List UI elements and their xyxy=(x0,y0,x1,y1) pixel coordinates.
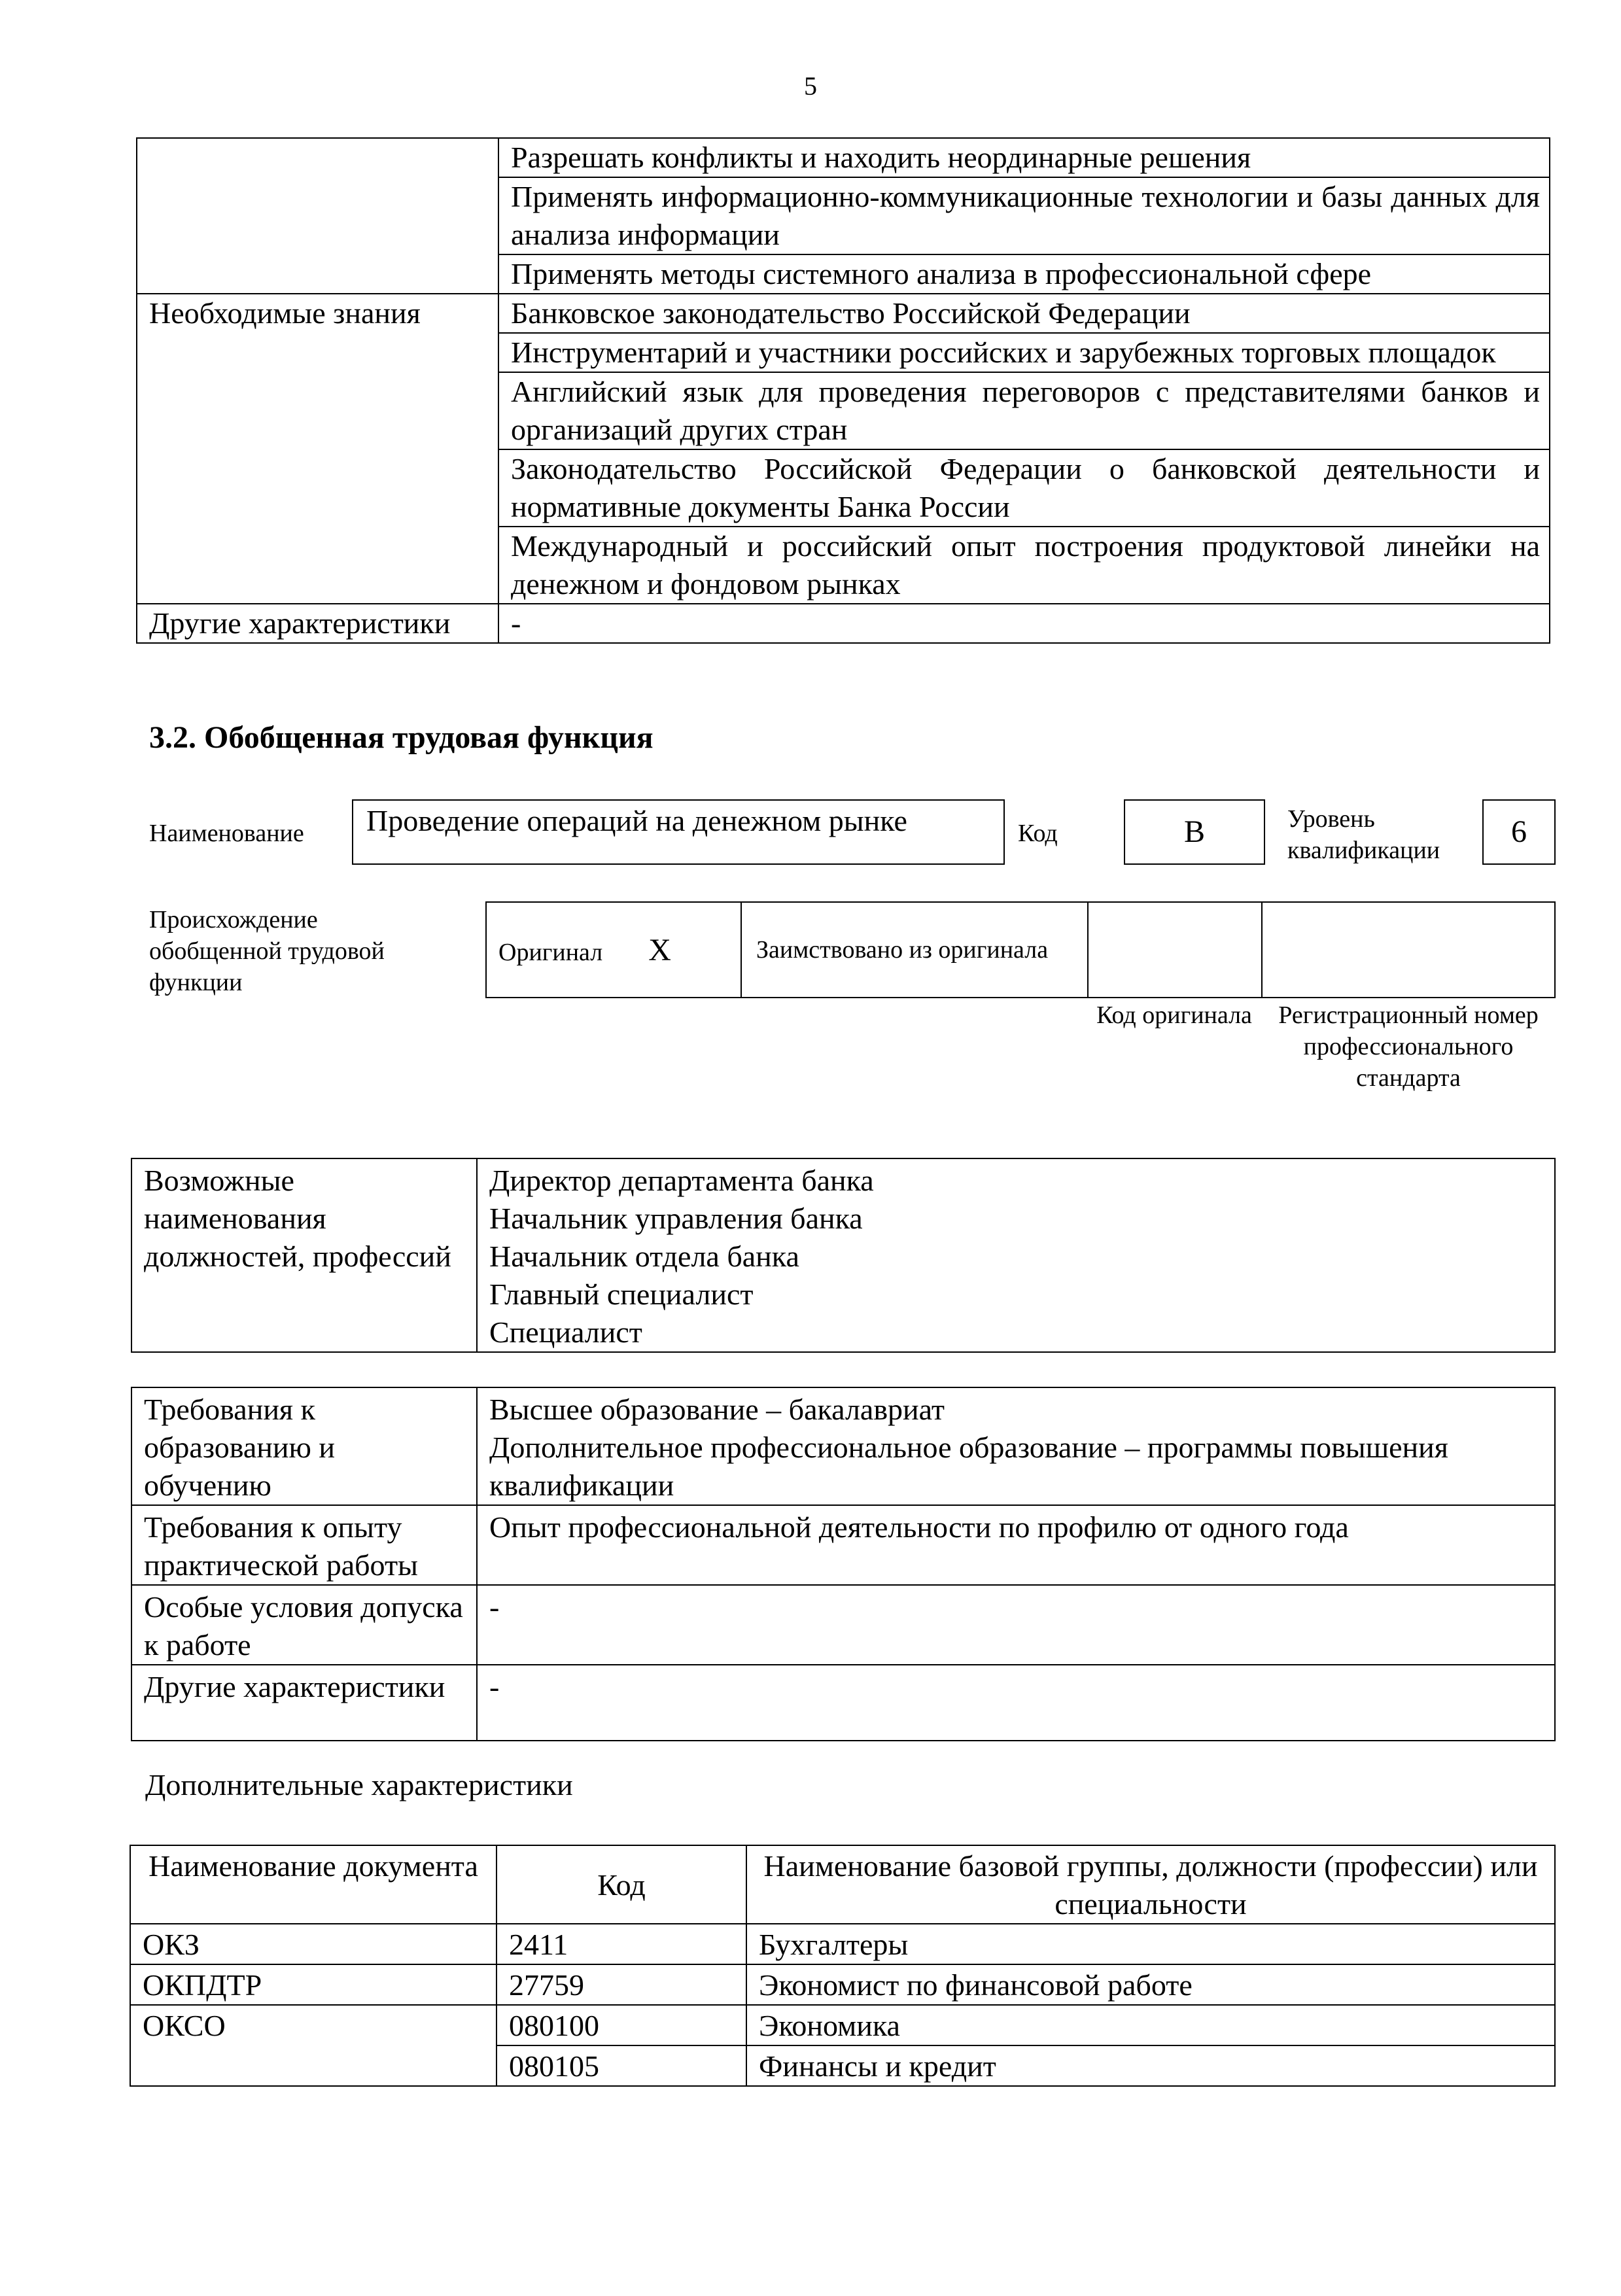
page-number: 5 xyxy=(804,71,817,101)
group-cell: Экономист по финансовой работе xyxy=(746,1964,1555,2005)
skill-cell: Применять информационно-коммуникационные технологии и базы данных для анализа информации xyxy=(498,177,1550,254)
table-row xyxy=(130,1964,1555,2005)
requirements-table xyxy=(131,1387,1556,1741)
requirement-value: - xyxy=(477,1665,1555,1741)
table-row xyxy=(130,2005,1555,2045)
level-box: 6 xyxy=(1482,799,1556,865)
borrowed-label: Заимствовано из оригинала xyxy=(741,902,1088,998)
code-cell: 27759 xyxy=(497,1964,746,2005)
table-row xyxy=(137,138,1550,177)
original-mark: X xyxy=(648,932,671,967)
skill-cell: Разрешать конфликты и находить неординарные решения xyxy=(498,138,1550,177)
knowledge-cell: Инструментарий и участники российских и зарубежных торговых площадок xyxy=(498,333,1550,372)
original-cell xyxy=(486,902,741,998)
original-code-cell xyxy=(1088,902,1262,998)
requirement-line: Высшее образование – бакалавриат xyxy=(489,1393,945,1426)
requirement-value: Опыт профессиональной деятельности по профилю от одного года xyxy=(477,1505,1555,1585)
table-row xyxy=(131,1505,1555,1585)
code-cell: 080100 xyxy=(497,2005,746,2045)
table-row xyxy=(131,1585,1555,1665)
requirement-line: Дополнительное профессиональное образование – программы повышения квалификации xyxy=(489,1431,1448,1502)
table-row xyxy=(130,1845,1555,1924)
other-label: Другие характеристики xyxy=(137,604,498,643)
list-item: Специалист xyxy=(489,1315,642,1349)
function-name-box: Проведение операций на денежном рынке xyxy=(352,799,1005,865)
level-label: Уровень квалификации xyxy=(1287,805,1440,864)
knowledge-cell: Законодательство Российской Федерации о банковской деятельности и нормативные документы Банка России xyxy=(498,449,1550,527)
table-row xyxy=(131,1158,1555,1352)
table-row xyxy=(131,1665,1555,1741)
table-row xyxy=(486,902,1555,998)
reg-number-cell xyxy=(1262,902,1555,998)
requirement-label: Особые условия допуска к работе xyxy=(131,1585,477,1665)
requirement-value: - xyxy=(477,1585,1555,1665)
group-cell: Финансы и кредит xyxy=(746,2045,1555,2086)
header-doc: Наименование документа xyxy=(130,1845,497,1924)
knowledge-cell: Международный и российский опыт построения продуктовой линейки на денежном и фондовом рынках xyxy=(498,527,1550,604)
list-item: Главный специалист xyxy=(489,1278,754,1311)
list-item: Начальник отдела банка xyxy=(489,1240,799,1273)
requirement-value xyxy=(477,1387,1555,1505)
code-cell: 2411 xyxy=(497,1924,746,1964)
table-row xyxy=(137,294,1550,333)
doc-cell: ОКСО xyxy=(130,2005,497,2086)
positions-label: Возможные наименования должностей, профессий xyxy=(131,1158,477,1352)
header-group: Наименование базовой группы, должности (профессии) или специальности xyxy=(746,1845,1555,1924)
table-row xyxy=(131,1387,1555,1505)
other-value: - xyxy=(498,604,1550,643)
section-heading: 3.2. Обобщенная трудовая функция xyxy=(149,720,654,755)
skills-knowledge-table xyxy=(136,137,1550,644)
function-code-box: B xyxy=(1124,799,1265,865)
skill-cell: Применять методы системного анализа в профессиональной сфере xyxy=(498,254,1550,294)
requirement-label: Требования к опыту практической работы xyxy=(131,1505,477,1585)
knowledge-cell: Английский язык для проведения переговоров с представителями банков и организаций других стран xyxy=(498,372,1550,449)
origin-label: Происхождение обобщенной трудовой функции xyxy=(149,906,385,996)
knowledge-label: Необходимые знания xyxy=(137,294,498,604)
function-name-label: Наименование xyxy=(149,820,304,847)
additional-table xyxy=(130,1845,1556,2087)
list-item: Начальник управления банка xyxy=(489,1202,863,1235)
origin-table xyxy=(485,901,1556,998)
list-item: Директор департамента банка xyxy=(489,1164,874,1197)
doc-cell: ОКЗ xyxy=(130,1924,497,1964)
original-label: Оригинал xyxy=(498,938,603,966)
requirement-label: Другие характеристики xyxy=(131,1665,477,1741)
skills-label-cell xyxy=(137,138,498,294)
function-code-label: Код xyxy=(1018,820,1058,847)
code-cell: 080105 xyxy=(497,2045,746,2086)
reg-caption: Регистрационный номер профессионального стандарта xyxy=(1278,1001,1539,1092)
doc-cell: ОКПДТР xyxy=(130,1964,497,2005)
additional-heading: Дополнительные характеристики xyxy=(145,1768,573,1801)
header-code: Код xyxy=(497,1845,746,1924)
table-row xyxy=(137,604,1550,643)
positions-list xyxy=(477,1158,1555,1352)
group-cell: Экономика xyxy=(746,2005,1555,2045)
knowledge-cell: Банковское законодательство Российской Федерации xyxy=(498,294,1550,333)
group-cell: Бухгалтеры xyxy=(746,1924,1555,1964)
table-row xyxy=(130,1924,1555,1964)
requirement-label: Требования к образованию и обучению xyxy=(131,1387,477,1505)
code-caption: Код оригинала xyxy=(1096,1001,1252,1029)
positions-table xyxy=(131,1158,1556,1353)
